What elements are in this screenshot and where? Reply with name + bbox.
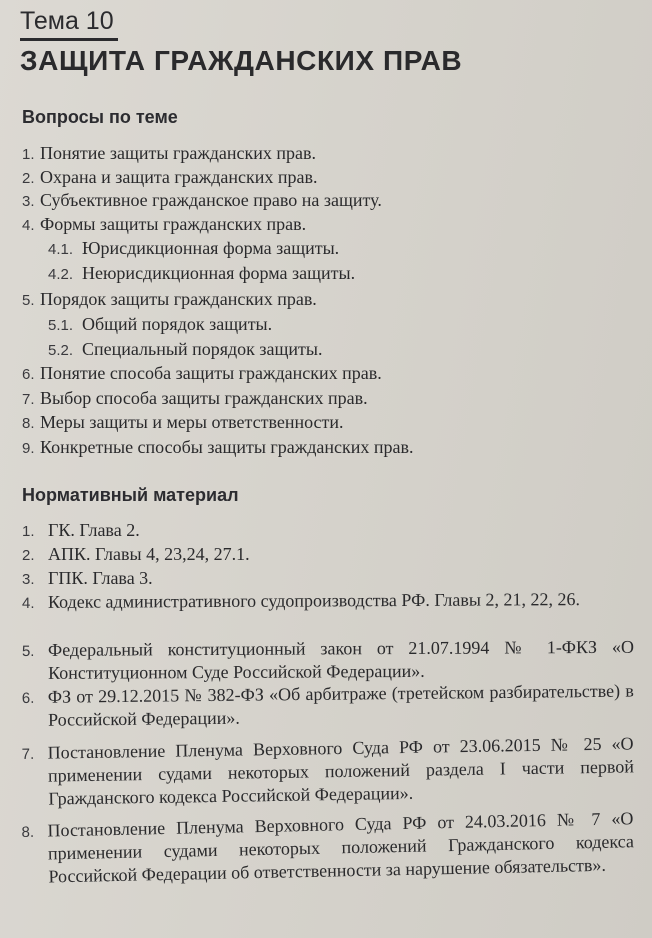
topic-underline (20, 38, 118, 41)
normative-number: 6. (21, 689, 35, 708)
question-number: 4.2. (48, 266, 74, 283)
question-item (22, 189, 382, 213)
topic-title: ЗАЩИТА ГРАЖДАНСКИХ ПРАВ (20, 45, 463, 76)
normative-item (22, 543, 634, 566)
normative-number: 7. (21, 745, 35, 764)
question-number: 9. (22, 440, 35, 457)
normative-text: ФЗ от 29.12.2015 № 382-ФЗ «Об арбитраже (третейском разбирательстве) в Российской Федерации». (47, 680, 634, 730)
question-text: Меры защиты и меры ответственности. (40, 412, 344, 432)
normative-item (22, 680, 634, 732)
question-number: 5.1. (48, 317, 74, 334)
questions-heading: Вопросы по теме (22, 107, 178, 127)
normative-text: Федеральный конституционный закон от 21.07.1994 № 1-ФКЗ «О Конституционном Суде Российской Федерации». (47, 636, 634, 683)
normative-item (22, 567, 634, 590)
question-number: 4.1. (48, 241, 74, 258)
question-text: Субъективное гражданское право на защиту. (40, 190, 382, 210)
topic-label: Тема 10 (20, 7, 114, 35)
question-number: 8. (22, 415, 35, 432)
question-text: Порядок защиты гражданских прав. (40, 289, 317, 309)
question-text: Охрана и защита гражданских прав. (40, 167, 318, 187)
normative-number: 8. (21, 823, 35, 842)
normative-text: АПК. Главы 4, 23,24, 27.1. (48, 544, 250, 564)
question-text: Выбор способа защиты гражданских прав. (40, 388, 368, 408)
question-subitem (48, 262, 355, 286)
question-subitem (48, 237, 339, 261)
question-text: Понятие защиты гражданских прав. (40, 143, 317, 163)
normative-text: ГК. Глава 2. (48, 520, 140, 540)
question-item (22, 288, 317, 312)
normative-text: Кодекс административного судопроизводства РФ. Главы 2, 21, 22, 26. (47, 589, 580, 612)
normative-text: Постановление Пленума Верховного Суда РФ от 23.06.2015 № 25 «О применении судами некоторых положений раздела I части первой Гражданского кодекса Российской Федерации». (47, 733, 635, 809)
question-text: Конкретные способы защиты гражданских прав. (40, 437, 414, 457)
normative-number: 5. (21, 642, 35, 660)
normative-text: ГПК. Глава 3. (48, 568, 153, 588)
question-number: 5.2. (48, 342, 74, 359)
question-text: Формы защиты гражданских прав. (40, 214, 307, 234)
question-item (22, 166, 318, 190)
question-item (22, 411, 344, 435)
normative-item (22, 636, 634, 685)
question-item (22, 142, 316, 166)
question-text: Специальный порядок защиты. (82, 339, 323, 359)
normative-number: 3. (22, 571, 35, 588)
normative-heading: Нормативный материал (22, 485, 239, 505)
question-number: 4. (22, 217, 35, 234)
normative-item (22, 588, 634, 614)
question-text: Неюрисдикционная форма защиты. (82, 263, 356, 283)
normative-number: 2. (22, 547, 35, 564)
question-item (22, 213, 306, 237)
normative-number: 1. (22, 523, 35, 540)
question-number: 2. (22, 170, 35, 187)
question-text: Понятие способа защиты гражданских прав. (40, 363, 382, 383)
normative-item (21, 732, 634, 811)
normative-item (22, 519, 634, 542)
question-number: 1. (22, 146, 35, 163)
question-subitem (48, 313, 272, 337)
question-number: 3. (22, 193, 35, 210)
question-number: 6. (22, 366, 35, 383)
normative-text: Постановление Пленума Верховного Суда РФ от 24.03.2016 № 7 «О применении судами некоторых положений Гражданского кодекса Российской Федерации об ответственности за нарушение обязательств». (47, 808, 635, 887)
question-number: 5. (22, 292, 35, 309)
normative-item (21, 807, 634, 889)
question-item (22, 362, 382, 386)
question-text: Юрисдикционная форма защиты. (82, 238, 340, 258)
normative-number: 4. (21, 594, 35, 612)
question-number: 7. (22, 391, 35, 408)
question-item (22, 387, 368, 411)
question-text: Общий порядок защиты. (82, 314, 273, 334)
question-subitem (48, 338, 322, 362)
question-item (22, 436, 414, 460)
